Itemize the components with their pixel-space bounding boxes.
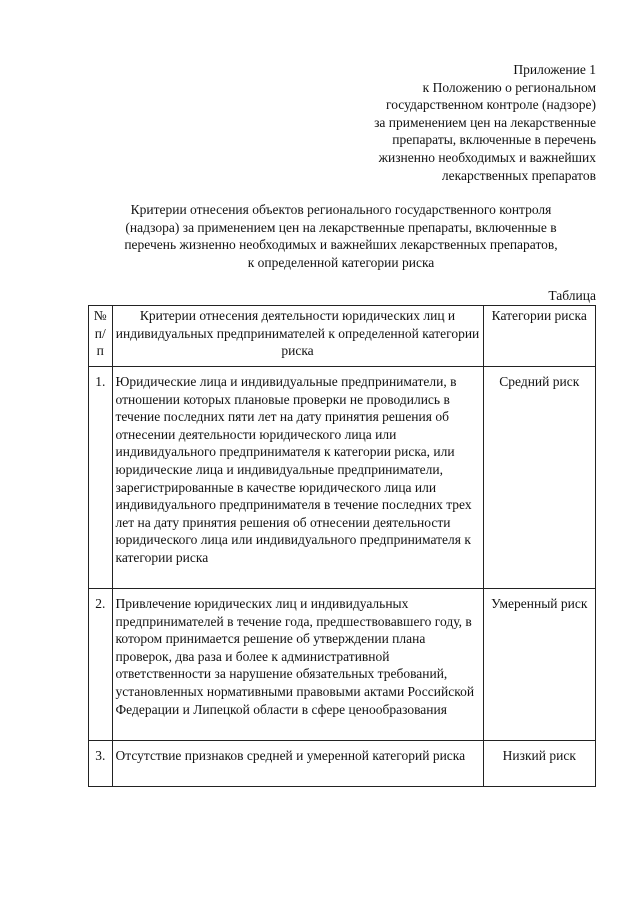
appendix-line: препараты, включенные в перечень bbox=[392, 132, 596, 148]
row-criteria: Отсутствие признаков средней и умеренной категорий риска bbox=[112, 741, 483, 787]
header-number: № п/п bbox=[89, 306, 113, 367]
appendix-line: лекарственных препаратов bbox=[441, 167, 596, 183]
title-line: к определенной категории риска bbox=[247, 254, 435, 270]
title-line: Критерии отнесения объектов регионального государственного контроля bbox=[130, 202, 552, 217]
appendix-line: за применением цен на лекарственные bbox=[374, 114, 596, 130]
title-line: перечень жизненно необходимых и важнейших лекарственных препаратов, bbox=[124, 237, 558, 253]
appendix-line: государственном контроле (надзоре) bbox=[386, 97, 596, 113]
header-criteria: Критерии отнесения деятельности юридических лиц и индивидуальных предпринимателей к определенной категории риска bbox=[112, 306, 483, 367]
row-category: Умеренный риск bbox=[483, 589, 595, 741]
appendix-line: жизненно необходимых и важнейших bbox=[378, 149, 596, 165]
row-number: 3. bbox=[89, 741, 113, 787]
document-title bbox=[86, 201, 596, 271]
table-label: Таблица bbox=[548, 288, 596, 303]
row-number: 2. bbox=[89, 589, 113, 741]
row-number: 1. bbox=[89, 367, 113, 589]
table-row bbox=[89, 741, 596, 787]
table-header-row bbox=[89, 306, 596, 367]
table-row bbox=[89, 367, 596, 589]
risk-criteria-table bbox=[88, 305, 596, 787]
appendix-line: к Положению о региональном bbox=[422, 79, 596, 95]
row-criteria: Юридические лица и индивидуальные предприниматели, в отношении которых плановые проверки не проводились в течение последних пяти лет на дату принятия решения об отнесении деятельности юридического лица или индивидуального предпринимателя к категории риска, или юридические лица и индивидуальные предприниматели, зарегистрированные в качестве юридического лица или индивидуального предпринимателя в течение последних трех лет на дату принятия решения об отнесении деятельности юридического лица или индивидуального предпринимателя к категории риска bbox=[112, 367, 483, 589]
row-category: Низкий риск bbox=[483, 741, 595, 787]
appendix-line: Приложение 1 bbox=[513, 62, 596, 77]
header-category: Категории риска bbox=[483, 306, 595, 367]
appendix-reference bbox=[296, 61, 596, 184]
title-line: (надзора) за применением цен на лекарственные препараты, включенные в bbox=[125, 219, 557, 235]
table-row bbox=[89, 589, 596, 741]
row-category: Средний риск bbox=[483, 367, 595, 589]
row-criteria: Привлечение юридических лиц и индивидуальных предпринимателей в течение года, предшествовавшего году, в котором принимается решение об утверждении плана проверок, два раза и более к административной ответственности за нарушение обязательных требований, установленных нормативными правовыми актами Российской Федерации и Липецкой области в сфере ценообразования bbox=[112, 589, 483, 741]
